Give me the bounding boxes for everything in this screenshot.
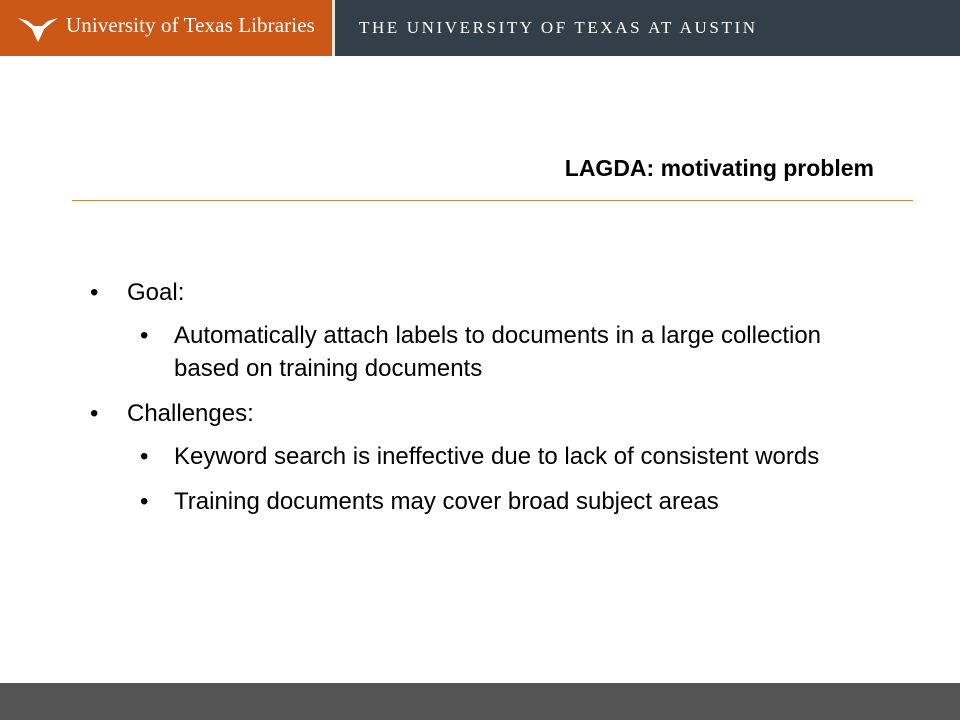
sub-bullet-text: Keyword search is ineffective due to lack of consistent words — [174, 443, 820, 470]
footer-bar — [0, 683, 960, 720]
bullet-text: Challenges: — [127, 400, 254, 427]
bullet-glyph: • — [90, 400, 99, 427]
bullet-item — [90, 397, 890, 430]
slide-content — [90, 270, 890, 530]
bullet-glyph: • — [140, 443, 149, 470]
sub-bullet-text: Automatically attach labels to documents in a large collection based on training documents — [174, 322, 822, 382]
title-divider — [72, 200, 913, 201]
bullet-item — [90, 276, 890, 309]
header-banner — [0, 0, 960, 56]
slide-title: LAGDA: motivating problem — [564, 155, 874, 181]
library-banner — [0, 0, 332, 56]
sub-bullet-item — [90, 485, 890, 518]
bullet-glyph: • — [90, 279, 99, 306]
sub-bullet-item — [90, 440, 890, 473]
library-name: University of Texas Libraries — [66, 13, 315, 37]
sub-bullet-text: Training documents may cover broad subject areas — [174, 488, 719, 515]
bullet-glyph: • — [140, 322, 149, 349]
bullet-text: Goal: — [127, 279, 185, 306]
bullet-glyph: • — [140, 488, 149, 515]
university-name: THE UNIVERSITY OF TEXAS AT AUSTIN — [359, 18, 758, 37]
sub-bullet-item — [90, 319, 890, 385]
longhorn-logo-icon — [16, 12, 60, 44]
university-banner — [335, 0, 960, 56]
